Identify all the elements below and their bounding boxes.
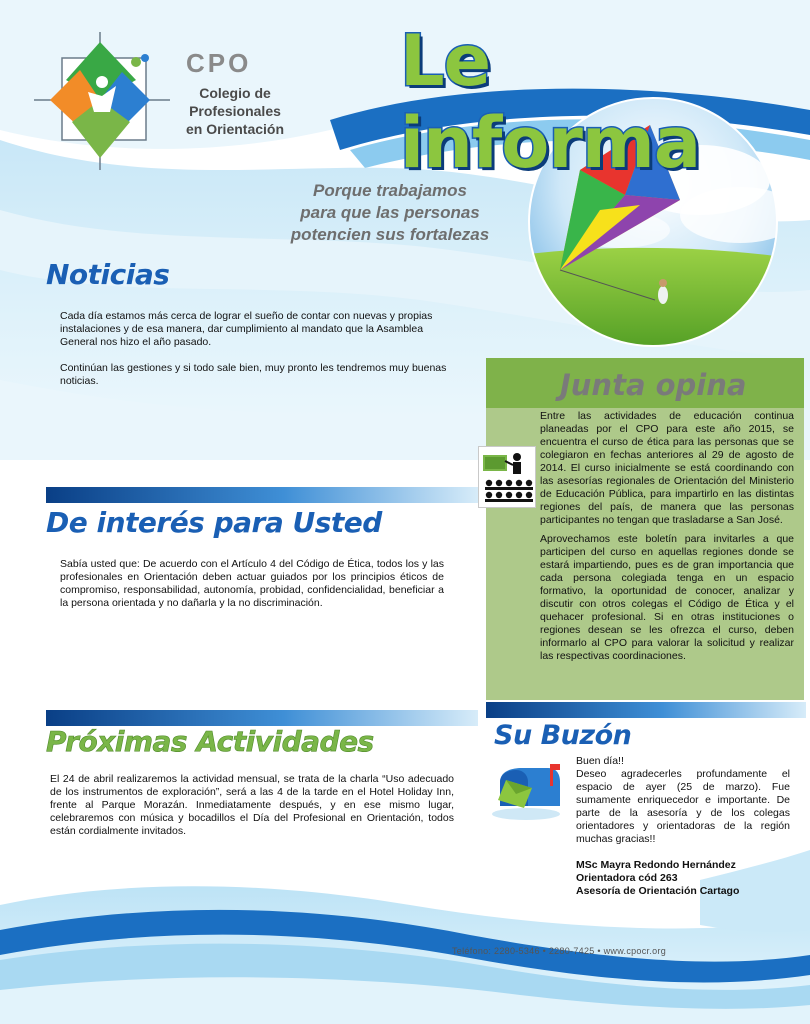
interes-title: De interés para Usted [46,506,382,539]
footer-contact: Teléfono: 2280-5346 • 2280-7425 • www.cpocr.org [452,946,667,956]
divider-bar-interes [46,487,478,503]
noticias-body: Cada día estamos más cerca de lograr el sueño de contar con nuevas y propias instalaciones y de esa manera, dar cumplimiento al mandato que la Asamblea General nos hizo el año pasado. Continúan las gestiones y si todo sale bien, muy pronto les tendremos muy buenas noticias. [60,310,447,387]
actividades-title: Próximas Actividades [46,725,374,758]
signature-office: Asesoría de Orientación Cartago [576,885,740,897]
interes-body: Sabía usted que: De acuerdo con el Artículo 4 del Código de Ética, todos los y las profesionales en Orientación deben actuar guiados por los principios éticos de compromiso, responsabilidad, autonomía, probidad, confidencialidad, beneficiar a la persona orientada y no dañarla y la no discriminación. [60,558,444,609]
signature-role: Orientadora cód 263 [576,872,678,884]
junta-body: Entre las actividades de educación continua planeadas por el CPO para este año 2015, se encuentra el curso de ética para las personas que se colegiaron en fechas anteriores al 29 de agosto de 2014. El curso inicialmente se está coordinando con las asesorías regionales de Orientación del Ministerio de Educación Pública, para impartirlo en las distintas regiones del país, de manera que las personas participantes no tengan que trasladarse a San José. Aprovechamos este boletín para invitarles a que participen del curso en aquellas regiones donde se estará impartiendo, pues es de gran importancia que cada persona colegiada tenga en un espacio formativo, la oportunidad de conocer, analizar y discutir con otros colegas el Código de Ética y el quehacer profesional. Si en otras instituciones o regiones desean se les ofrezca el curso, deben informarlo al CPO para valorar la solicitud y realizar las respectivas coordinaciones. [540,410,794,662]
org-full-name: Colegio de Profesionales en Orientación [185,85,285,137]
mailbox-icon [488,762,564,822]
junta-title: Junta opina [560,368,747,402]
buzon-title: Su Buzón [494,720,632,751]
classroom-icon [478,446,536,508]
newsletter-headline: Le informa [400,20,701,184]
divider-bar-actividades [46,710,478,726]
divider-bar-buzon [486,702,806,718]
noticias-title: Noticias [46,258,170,291]
actividades-body: El 24 de abril realizaremos la actividad mensual, se trata de la charla “Uso adecuado de los instrumentos de exploración”, será a las 4 de la tarde en el Hotel Holiday Inn, frente al Parque Morazán. Inmediatamente después, y en ese mismo lugar, celebraremos con música y bocadillos el Día del Profesional en Orientación, todos están cordialmente invitados. [50,773,454,837]
org-short-name: CPO [186,48,252,78]
buzon-body: Buen día!! Deseo agradecerles profundamente el espacio de ayer (25 de marzo). Fue sumamente enriquecedor e importante. De parte de la asesoría y de los colegas orientadores y orientadoras de la región muchas gracias!! MSc Mayra Redondo Hernández Orientadora cód 263 Asesoría de Orientación Cartago [576,755,790,897]
tagline: Porque trabajamos para que las personas potencien sus fortalezas [290,181,490,244]
signature-name: MSc Mayra Redondo Hernández [576,859,736,871]
